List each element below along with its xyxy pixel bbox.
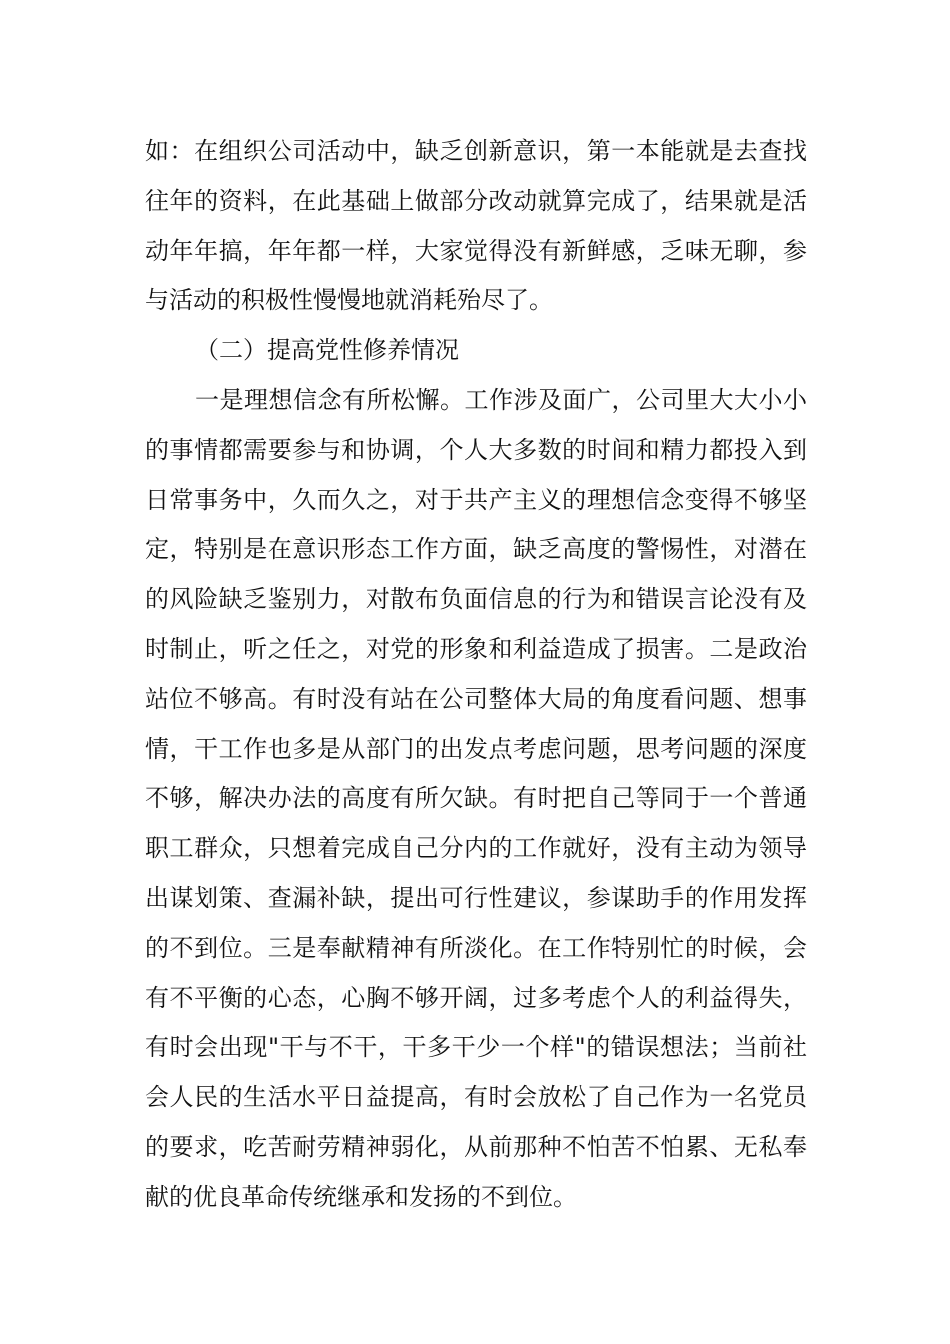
- paragraph-line: 的风险缺乏鉴别力，对散布负面信息的行为和错误言论没有及: [145, 585, 807, 614]
- paragraph-line: 时制止，听之任之，对党的形象和利益造成了损害。二是政治: [145, 634, 807, 663]
- paragraph-line: 一是理想信念有所松懈。工作涉及面广，公司里大大小小: [195, 386, 807, 414]
- paragraph-line: 情，干工作也多是从部门的出发点考虑问题，思考问题的深度: [145, 734, 807, 763]
- paragraph-line: 站位不够高。有时没有站在公司整体大局的角度看问题、想事: [145, 684, 807, 713]
- paragraph-line: 定，特别是在意识形态工作方面，缺乏高度的警惕性，对潜在: [145, 535, 807, 564]
- paragraph-line: 如：在组织公司活动中，缺乏创新意识，第一本能就是去查找: [145, 137, 807, 165]
- paragraph-line: 日常事务中，久而久之，对于共产主义的理想信念变得不够坚: [145, 485, 807, 514]
- paragraph-line: 职工群众，只想着完成自己分内的工作就好，没有主动为领导: [145, 834, 807, 863]
- paragraph-line: 动年年搞，年年都一样，大家觉得没有新鲜感，乏味无聊，参: [145, 236, 807, 265]
- paragraph-continuation: [145, 127, 807, 326]
- paragraph-line: 的事情都需要参与和协调，个人大多数的时间和精力都投入到: [145, 435, 807, 464]
- section-heading: （二）提高党性修养情况: [195, 336, 459, 364]
- paragraph-line: 出谋划策、查漏补缺，提出可行性建议，参谋助手的作用发挥: [145, 883, 807, 912]
- paragraph-line: 献的优良革命传统继承和发扬的不到位。: [145, 1182, 577, 1211]
- paragraph-line: 往年的资料，在此基础上做部分改动就算完成了，结果就是活: [145, 186, 807, 215]
- paragraph-party-cultivation: [145, 376, 807, 1223]
- paragraph-line: 的要求，吃苦耐劳精神弱化，从前那种不怕苦不怕累、无私奉: [145, 1132, 807, 1161]
- paragraph-line: 的不到位。三是奉献精神有所淡化。在工作特别忙的时候，会: [145, 933, 807, 962]
- paragraph-line: 有时会出现"干与不干，干多干少一个样"的错误想法；当前社: [145, 1033, 807, 1062]
- paragraph-line: 会人民的生活水平日益提高，有时会放松了自己作为一名党员: [145, 1083, 807, 1112]
- paragraph-line: 不够，解决办法的高度有所欠缺。有时把自己等同于一个普通: [145, 784, 807, 813]
- paragraph-line: 有不平衡的心态，心胸不够开阔，过多考虑个人的利益得失，: [145, 983, 807, 1012]
- paragraph-line: 与活动的积极性慢慢地就消耗殆尽了。: [145, 286, 553, 315]
